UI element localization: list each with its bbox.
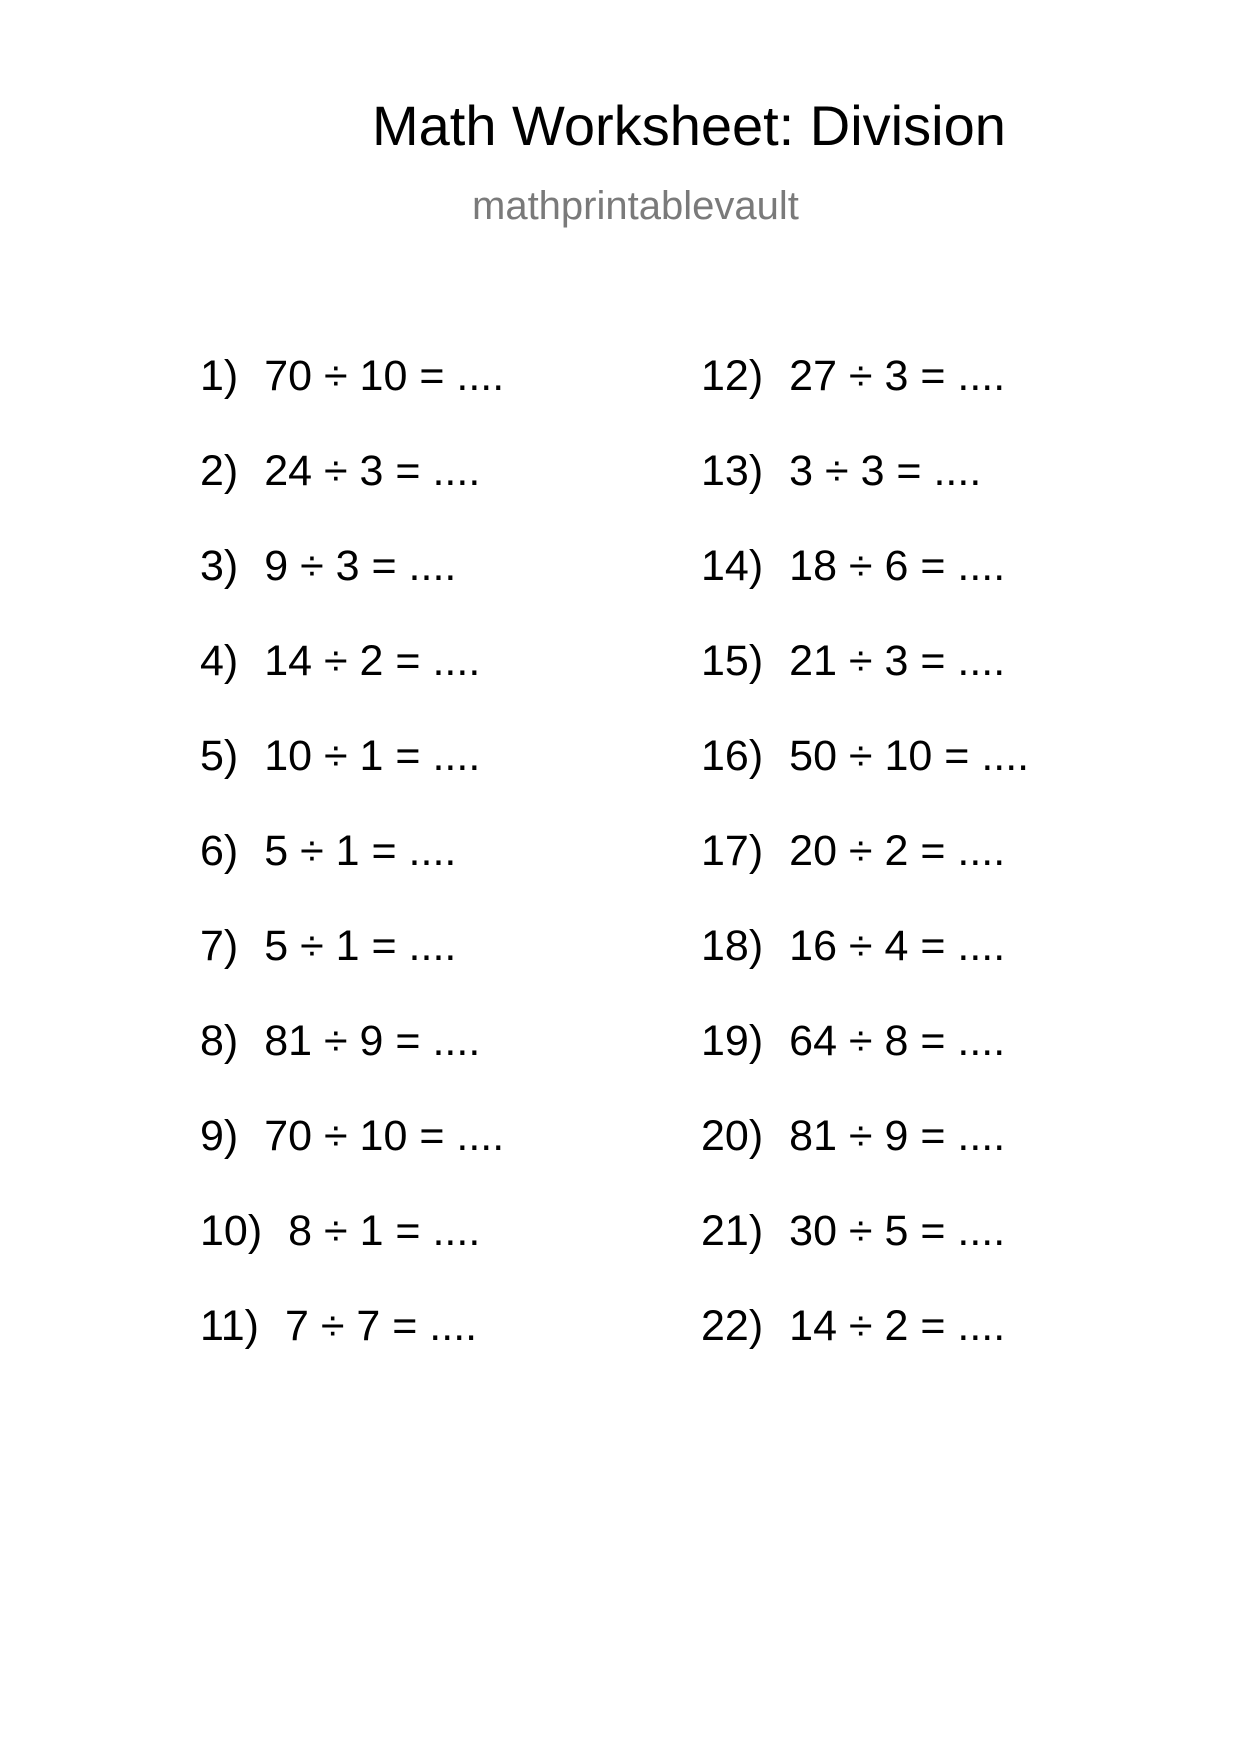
problem-19 (701, 1016, 1029, 1111)
problem-4 (200, 636, 504, 731)
problem-number: 3) (200, 542, 239, 590)
problem-expression: 7 ÷ 7 = .... (284, 1302, 478, 1350)
problem-expression: 18 ÷ 6 = .... (789, 542, 1006, 590)
page-subtitle: mathprintablevault (472, 184, 799, 228)
problem-expression: 27 ÷ 3 = .... (789, 352, 1006, 400)
problem-number: 1) (200, 352, 239, 400)
problem-number: 18) (701, 922, 764, 970)
problem-13 (701, 446, 1029, 541)
problem-10 (200, 1206, 504, 1301)
problem-14 (701, 541, 1029, 636)
problem-expression: 5 ÷ 1 = .... (264, 827, 457, 875)
problem-1 (200, 351, 504, 446)
problem-expression: 81 ÷ 9 = .... (789, 1112, 1006, 1160)
problem-17 (701, 826, 1029, 921)
problems-column-right (701, 351, 1029, 1396)
problem-12 (701, 351, 1029, 446)
problem-21 (701, 1206, 1029, 1301)
problem-6 (200, 826, 504, 921)
problem-expression: 70 ÷ 10 = .... (264, 352, 505, 400)
problem-18 (701, 921, 1029, 1016)
problem-number: 8) (200, 1017, 239, 1065)
problem-number: 4) (200, 637, 239, 685)
problem-expression: 21 ÷ 3 = .... (789, 637, 1006, 685)
problem-number: 6) (200, 827, 239, 875)
problem-expression: 10 ÷ 1 = .... (264, 732, 481, 780)
problem-9 (200, 1111, 504, 1206)
problem-expression: 16 ÷ 4 = .... (789, 922, 1006, 970)
problem-expression: 5 ÷ 1 = .... (264, 922, 457, 970)
problem-number: 5) (200, 732, 239, 780)
problem-number: 19) (701, 1017, 764, 1065)
problem-expression: 50 ÷ 10 = .... (789, 732, 1030, 780)
problem-expression: 30 ÷ 5 = .... (789, 1207, 1006, 1255)
problem-16 (701, 731, 1029, 826)
problem-number: 2) (200, 447, 239, 495)
problem-number: 22) (701, 1302, 764, 1350)
problem-number: 10) (200, 1207, 263, 1255)
problem-number: 9) (200, 1112, 239, 1160)
problem-2 (200, 446, 504, 541)
problem-number: 20) (701, 1112, 764, 1160)
problem-number: 13) (701, 447, 764, 495)
problem-expression: 9 ÷ 3 = .... (264, 542, 457, 590)
problem-number: 15) (701, 637, 764, 685)
problem-expression: 70 ÷ 10 = .... (264, 1112, 505, 1160)
problem-number: 16) (701, 732, 764, 780)
problem-expression: 20 ÷ 2 = .... (789, 827, 1006, 875)
problem-7 (200, 921, 504, 1016)
problem-expression: 3 ÷ 3 = .... (789, 447, 982, 495)
problems-column-left (200, 351, 504, 1396)
problem-expression: 14 ÷ 2 = .... (264, 637, 481, 685)
problem-number: 12) (701, 352, 764, 400)
problem-11 (200, 1301, 504, 1396)
problem-number: 14) (701, 542, 764, 590)
problem-expression: 8 ÷ 1 = .... (288, 1207, 481, 1255)
problem-5 (200, 731, 504, 826)
problem-expression: 64 ÷ 8 = .... (789, 1017, 1006, 1065)
problem-20 (701, 1111, 1029, 1206)
problem-22 (701, 1301, 1029, 1396)
problem-number: 17) (701, 827, 764, 875)
problem-number: 11) (200, 1302, 259, 1350)
problem-number: 21) (701, 1207, 764, 1255)
problem-expression: 14 ÷ 2 = .... (789, 1302, 1006, 1350)
problem-8 (200, 1016, 504, 1111)
problem-number: 7) (200, 922, 239, 970)
problem-expression: 81 ÷ 9 = .... (264, 1017, 481, 1065)
problem-3 (200, 541, 504, 636)
problem-expression: 24 ÷ 3 = .... (264, 447, 481, 495)
problem-15 (701, 636, 1029, 731)
page-title: Math Worksheet: Division (372, 94, 1006, 157)
